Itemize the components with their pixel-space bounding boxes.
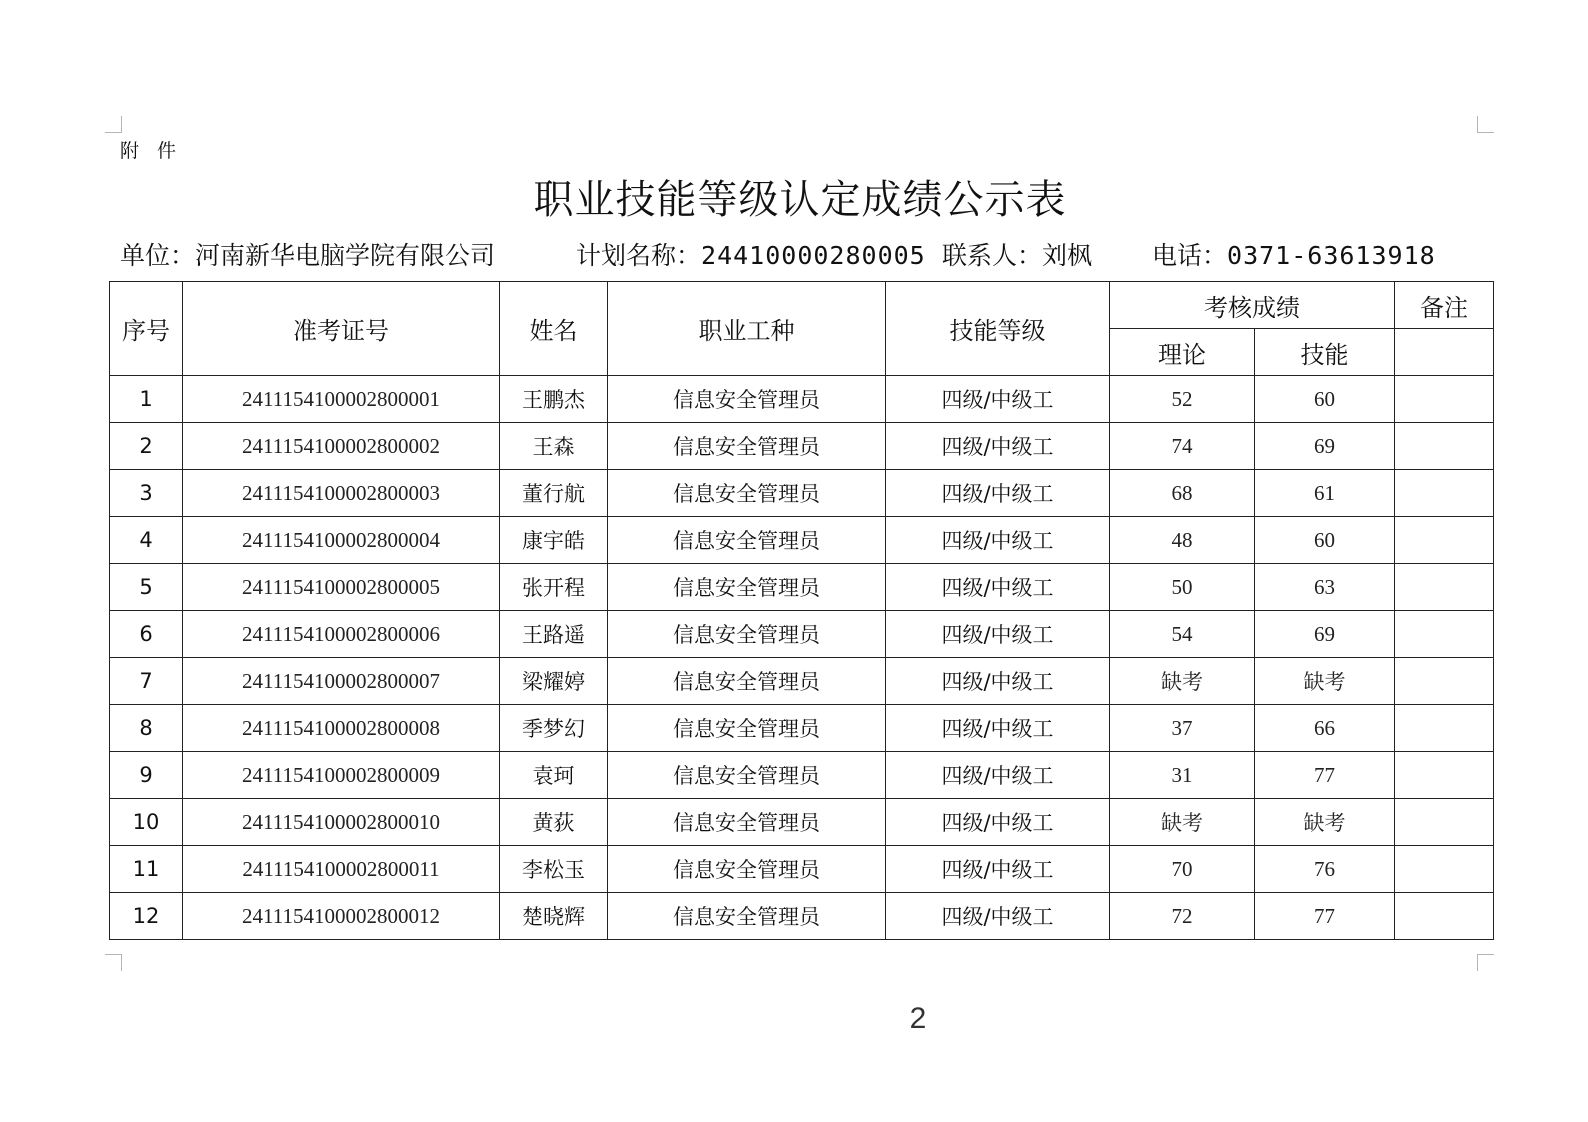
row-seq: 7 <box>110 658 183 705</box>
row-name: 李松玉 <box>500 846 608 893</box>
attachment-label: 附 件 <box>120 140 183 162</box>
row-remark <box>1395 423 1494 470</box>
row-theory: 70 <box>1110 846 1255 893</box>
row-name: 王路遥 <box>500 611 608 658</box>
row-remark <box>1395 705 1494 752</box>
row-occupation: 信息安全管理员 <box>608 658 886 705</box>
row-occupation: 信息安全管理员 <box>608 846 886 893</box>
row-ticket: 2411154100002800002 <box>183 423 500 470</box>
row-level: 四级/中级工 <box>886 658 1110 705</box>
header-seq: 序号 <box>110 282 183 376</box>
row-seq: 4 <box>110 517 183 564</box>
header-name: 姓名 <box>500 282 608 376</box>
row-skill: 77 <box>1255 893 1395 940</box>
row-skill: 77 <box>1255 752 1395 799</box>
row-remark <box>1395 470 1494 517</box>
table-row <box>110 376 1494 423</box>
row-name: 康宇皓 <box>500 517 608 564</box>
table-row <box>110 564 1494 611</box>
row-seq: 3 <box>110 470 183 517</box>
row-seq: 10 <box>110 799 183 846</box>
document-title: 职业技能等级认定成绩公示表 <box>533 177 1067 223</box>
table-row <box>110 517 1494 564</box>
phone-label: 电话： <box>1152 241 1228 270</box>
row-skill: 76 <box>1255 846 1395 893</box>
row-ticket: 2411154100002800004 <box>183 517 500 564</box>
contact-value: 刘枫 <box>1042 241 1093 270</box>
row-seq: 1 <box>110 376 183 423</box>
phone-value: 0371-63613918 <box>1227 241 1436 270</box>
row-name: 张开程 <box>500 564 608 611</box>
unit-value: 河南新华电脑学院有限公司 <box>195 241 496 270</box>
row-occupation: 信息安全管理员 <box>608 611 886 658</box>
row-ticket: 2411154100002800007 <box>183 658 500 705</box>
row-remark <box>1395 658 1494 705</box>
table-row <box>110 893 1494 940</box>
row-skill: 61 <box>1255 470 1395 517</box>
row-skill: 69 <box>1255 423 1395 470</box>
row-ticket: 2411154100002800012 <box>183 893 500 940</box>
row-level: 四级/中级工 <box>886 517 1110 564</box>
row-skill: 缺考 <box>1255 658 1395 705</box>
header-remark: 备注 <box>1395 282 1494 329</box>
margin-mark-top-right <box>1477 116 1494 133</box>
row-level: 四级/中级工 <box>886 376 1110 423</box>
row-theory: 54 <box>1110 611 1255 658</box>
row-name: 楚晓辉 <box>500 893 608 940</box>
contact-field <box>942 236 1092 272</box>
row-name: 黄荻 <box>500 799 608 846</box>
row-theory: 缺考 <box>1110 658 1255 705</box>
row-occupation: 信息安全管理员 <box>608 376 886 423</box>
header-skill: 技能 <box>1255 329 1395 376</box>
info-line <box>120 236 1500 272</box>
row-remark <box>1395 846 1494 893</box>
row-occupation: 信息安全管理员 <box>608 517 886 564</box>
unit-label: 单位： <box>120 241 196 270</box>
page-number: 2 <box>909 1002 927 1035</box>
row-name: 王森 <box>500 423 608 470</box>
row-level: 四级/中级工 <box>886 564 1110 611</box>
row-ticket: 2411154100002800008 <box>183 705 500 752</box>
table-body <box>110 376 1494 940</box>
row-remark <box>1395 799 1494 846</box>
row-ticket: 2411154100002800003 <box>183 470 500 517</box>
row-ticket: 2411154100002800009 <box>183 752 500 799</box>
row-ticket: 2411154100002800006 <box>183 611 500 658</box>
row-level: 四级/中级工 <box>886 611 1110 658</box>
row-occupation: 信息安全管理员 <box>608 705 886 752</box>
row-theory: 31 <box>1110 752 1255 799</box>
row-occupation: 信息安全管理员 <box>608 470 886 517</box>
row-skill: 缺考 <box>1255 799 1395 846</box>
header-ticket: 准考证号 <box>183 282 500 376</box>
row-occupation: 信息安全管理员 <box>608 423 886 470</box>
row-seq: 6 <box>110 611 183 658</box>
row-remark <box>1395 752 1494 799</box>
table-row <box>110 470 1494 517</box>
margin-mark-top-left <box>105 116 122 133</box>
row-name: 季梦幻 <box>500 705 608 752</box>
table-row <box>110 846 1494 893</box>
unit-field <box>120 236 495 272</box>
row-seq: 8 <box>110 705 183 752</box>
header-theory: 理论 <box>1110 329 1255 376</box>
row-skill: 63 <box>1255 564 1395 611</box>
row-occupation: 信息安全管理员 <box>608 893 886 940</box>
row-seq: 5 <box>110 564 183 611</box>
row-theory: 缺考 <box>1110 799 1255 846</box>
row-seq: 12 <box>110 893 183 940</box>
header-occupation: 职业工种 <box>608 282 886 376</box>
row-remark <box>1395 517 1494 564</box>
header-scores: 考核成绩 <box>1110 282 1395 329</box>
row-level: 四级/中级工 <box>886 423 1110 470</box>
row-level: 四级/中级工 <box>886 846 1110 893</box>
row-theory: 72 <box>1110 893 1255 940</box>
row-seq: 9 <box>110 752 183 799</box>
table-row <box>110 752 1494 799</box>
row-theory: 48 <box>1110 517 1255 564</box>
row-level: 四级/中级工 <box>886 470 1110 517</box>
row-skill: 66 <box>1255 705 1395 752</box>
row-occupation: 信息安全管理员 <box>608 752 886 799</box>
row-name: 袁珂 <box>500 752 608 799</box>
header-level: 技能等级 <box>886 282 1110 376</box>
table-row <box>110 611 1494 658</box>
row-theory: 52 <box>1110 376 1255 423</box>
row-name: 王鹏杰 <box>500 376 608 423</box>
table-row <box>110 705 1494 752</box>
plan-value: 24410000280005 <box>701 241 926 270</box>
row-level: 四级/中级工 <box>886 799 1110 846</box>
row-theory: 68 <box>1110 470 1255 517</box>
table-row <box>110 658 1494 705</box>
row-remark <box>1395 611 1494 658</box>
margin-mark-bottom-left <box>105 954 122 971</box>
row-name: 梁耀婷 <box>500 658 608 705</box>
row-seq: 11 <box>110 846 183 893</box>
phone-field <box>1152 236 1436 272</box>
row-ticket: 2411154100002800010 <box>183 799 500 846</box>
row-theory: 74 <box>1110 423 1255 470</box>
plan-label: 计划名称： <box>576 241 702 270</box>
row-remark <box>1395 376 1494 423</box>
row-occupation: 信息安全管理员 <box>608 564 886 611</box>
header-remark-sub <box>1395 329 1494 376</box>
row-ticket: 2411154100002800005 <box>183 564 500 611</box>
row-level: 四级/中级工 <box>886 893 1110 940</box>
row-name: 董行航 <box>500 470 608 517</box>
row-occupation: 信息安全管理员 <box>608 799 886 846</box>
row-theory: 50 <box>1110 564 1255 611</box>
row-theory: 37 <box>1110 705 1255 752</box>
row-level: 四级/中级工 <box>886 752 1110 799</box>
row-skill: 60 <box>1255 376 1395 423</box>
margin-mark-bottom-right <box>1477 954 1494 971</box>
score-table <box>109 281 1494 940</box>
row-level: 四级/中级工 <box>886 705 1110 752</box>
row-remark <box>1395 564 1494 611</box>
row-skill: 69 <box>1255 611 1395 658</box>
row-seq: 2 <box>110 423 183 470</box>
contact-label: 联系人： <box>942 241 1043 270</box>
table-row <box>110 423 1494 470</box>
plan-field <box>576 236 926 272</box>
table-row <box>110 799 1494 846</box>
row-ticket: 2411154100002800011 <box>183 846 500 893</box>
row-remark <box>1395 893 1494 940</box>
row-ticket: 2411154100002800001 <box>183 376 500 423</box>
row-skill: 60 <box>1255 517 1395 564</box>
